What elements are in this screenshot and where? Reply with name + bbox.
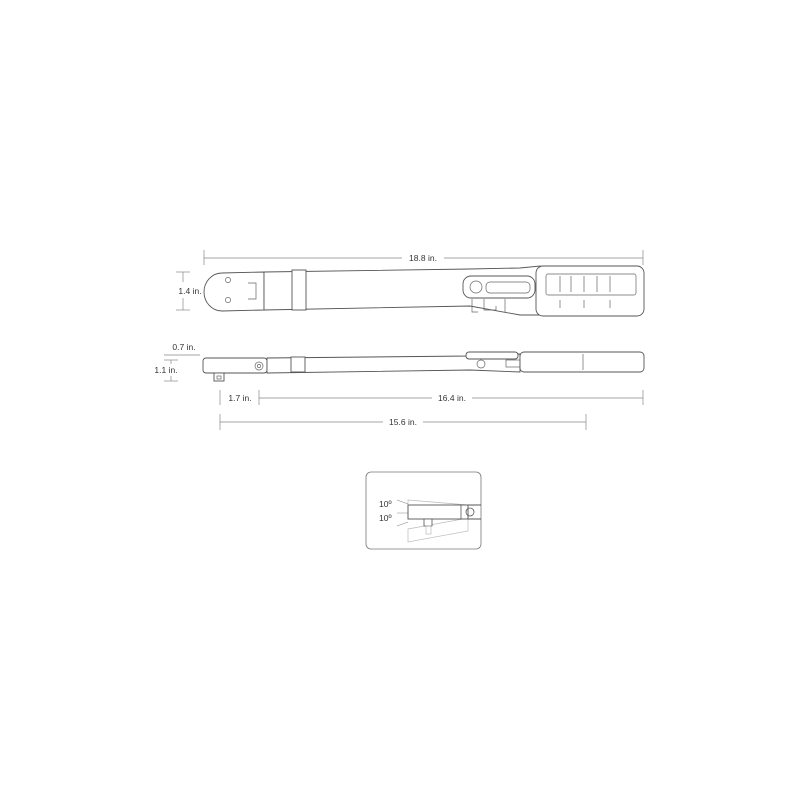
release-lever bbox=[463, 276, 535, 298]
flex-head-inset bbox=[366, 472, 481, 549]
overall-length-dimension bbox=[204, 250, 643, 265]
side-view bbox=[154, 342, 644, 430]
wrench-side-outline bbox=[203, 352, 644, 381]
overall-length-label: 18.8 in. bbox=[409, 253, 437, 263]
angle-down-label: 10º bbox=[379, 513, 392, 523]
square-drive bbox=[214, 373, 224, 381]
side-release-lever bbox=[466, 352, 518, 359]
side-height-dimension bbox=[154, 360, 178, 381]
top-view bbox=[176, 250, 644, 316]
head-height-dimension bbox=[176, 272, 202, 310]
shaft-collar bbox=[292, 270, 306, 310]
handle-length-label: 16.4 in. bbox=[438, 393, 466, 403]
side-handle-grip bbox=[520, 352, 644, 372]
wrench-top-outline bbox=[204, 266, 644, 316]
drive-top-label: 0.7 in. bbox=[172, 342, 196, 352]
side-height-label: 1.1 in. bbox=[154, 365, 178, 375]
drive-offset-label: 1.7 in. bbox=[228, 393, 252, 403]
offset-length-dimension bbox=[220, 390, 643, 405]
ratchet-head bbox=[204, 272, 264, 311]
drive-top-dimension bbox=[164, 342, 200, 355]
effective-length-label: 15.6 in. bbox=[389, 417, 417, 427]
side-shaft-collar bbox=[291, 357, 305, 372]
angle-up-label: 10º bbox=[379, 499, 392, 509]
inset-head bbox=[408, 505, 468, 519]
head-height-label: 1.4 in. bbox=[178, 286, 202, 296]
inset-square-drive bbox=[424, 519, 432, 526]
effective-length-dimension bbox=[220, 414, 586, 430]
handle-grip bbox=[536, 266, 644, 316]
